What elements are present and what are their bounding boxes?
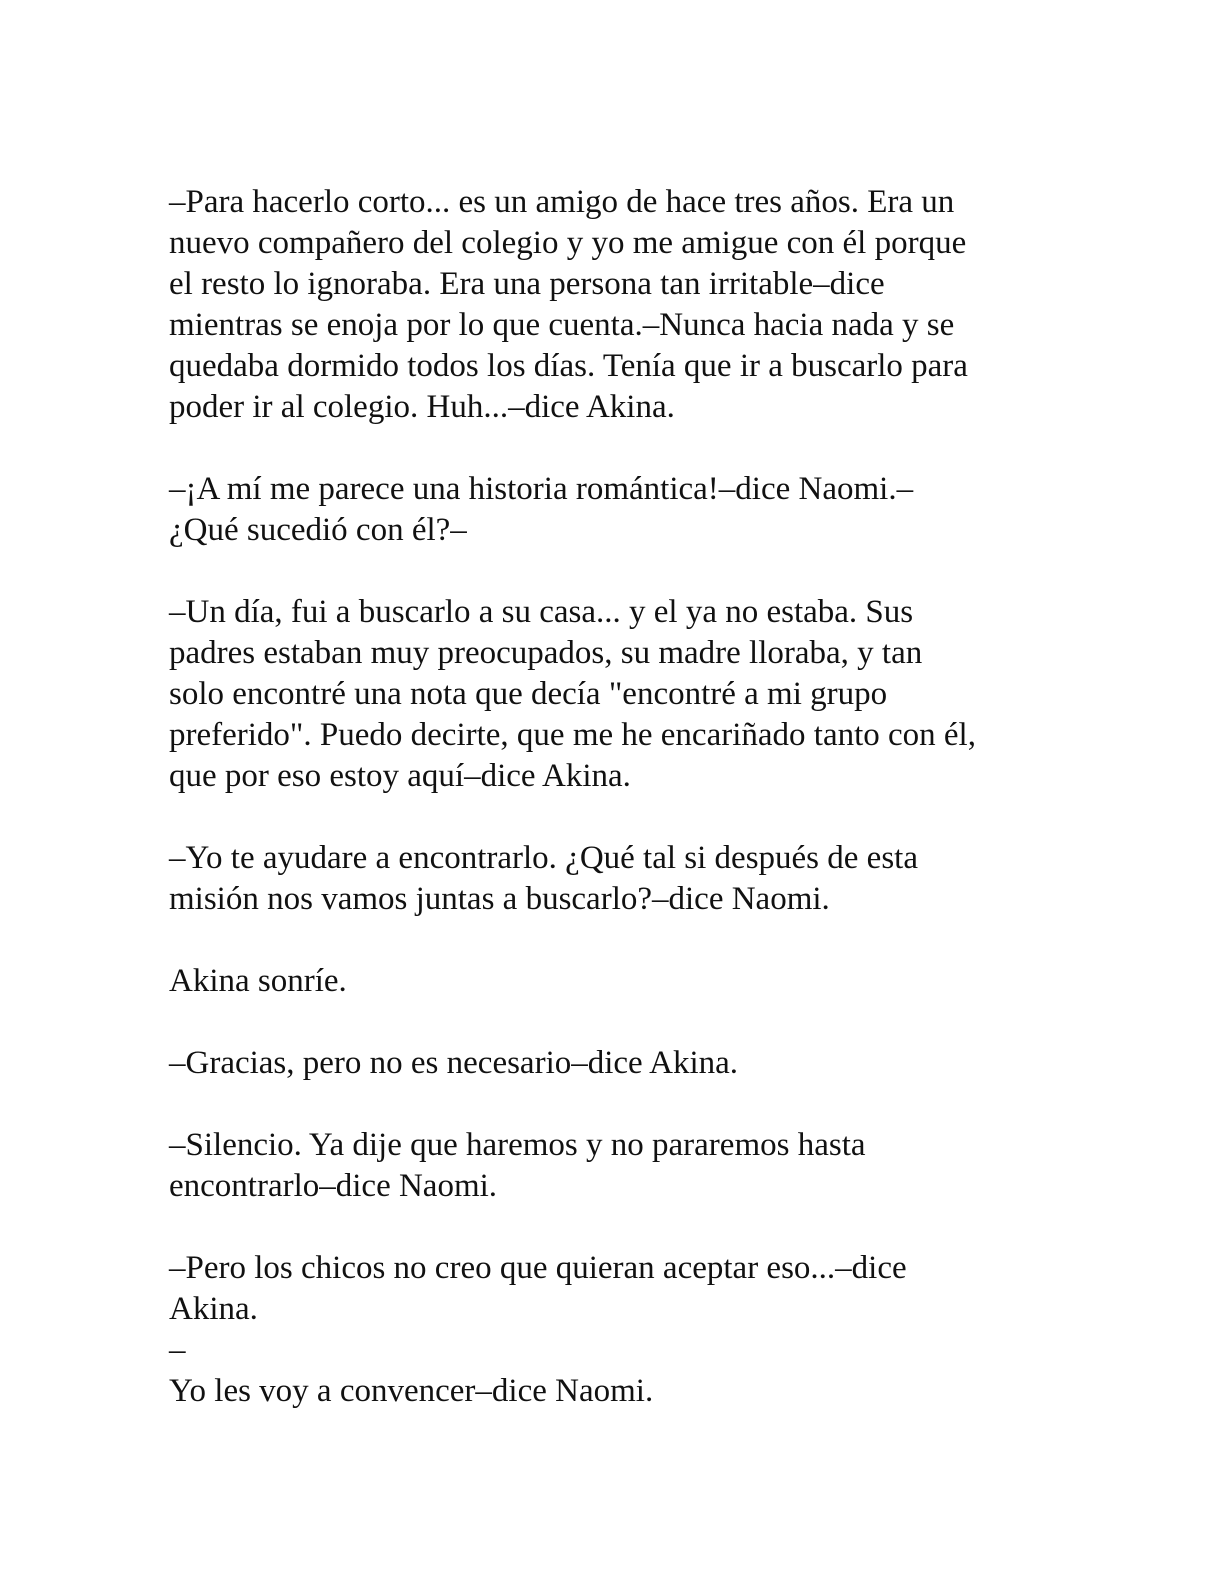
text-line: –Gracias, pero no es necesario–dice Akina. — [169, 1045, 739, 1081]
text-line: ¿Qué sucedió con él?– — [169, 512, 467, 548]
text-line: –Yo te ayudare a encontrarlo. ¿Qué tal si después de esta — [169, 840, 918, 876]
text-line: –Para hacerlo corto... es un amigo de hace tres años. Era un — [169, 184, 955, 220]
paragraph-1 — [169, 182, 1059, 428]
paragraph-6 — [169, 1043, 1059, 1084]
text-line: encontrarlo–dice Naomi. — [169, 1168, 498, 1204]
text-line: misión nos vamos juntas a buscarlo?–dice Naomi. — [169, 881, 830, 917]
text-line: Akina. — [169, 1291, 258, 1327]
text-line: Akina sonríe. — [169, 963, 347, 999]
story-text — [169, 182, 1059, 1412]
text-line: poder ir al colegio. Huh...–dice Akina. — [169, 389, 675, 425]
paragraph-7 — [169, 1125, 1059, 1207]
text-line: el resto lo ignoraba. Era una persona tan irritable–dice — [169, 266, 885, 302]
text-line: –Silencio. Ya dije que haremos y no pararemos hasta — [169, 1127, 866, 1163]
paragraph-8 — [169, 1248, 1059, 1412]
paragraph-2 — [169, 469, 1059, 551]
text-line: mientras se enoja por lo que cuenta.–Nunca hacia nada y se — [169, 307, 955, 343]
paragraph-4 — [169, 838, 1059, 920]
text-line: preferido". Puedo decirte, que me he encariñado tanto con él, — [169, 717, 976, 753]
text-line: padres estaban muy preocupados, su madre lloraba, y tan — [169, 635, 923, 671]
text-line: solo encontré una nota que decía "encontré a mi grupo — [169, 676, 888, 712]
text-line: –Un día, fui a buscarlo a su casa... y el ya no estaba. Sus — [169, 594, 914, 630]
text-line: –Pero los chicos no creo que quieran aceptar eso...–dice — [169, 1250, 907, 1286]
text-line: Yo les voy a convencer–dice Naomi. — [169, 1373, 654, 1409]
text-line: – — [169, 1332, 186, 1368]
paragraph-5 — [169, 961, 1059, 1002]
text-line: –¡A mí me parece una historia romántica!–dice Naomi.– — [169, 471, 914, 507]
text-line: nuevo compañero del colegio y yo me amigue con él porque — [169, 225, 967, 261]
text-line: quedaba dormido todos los días. Tenía que ir a buscarlo para — [169, 348, 968, 384]
text-line: que por eso estoy aquí–dice Akina. — [169, 758, 631, 794]
paragraph-3 — [169, 592, 1059, 797]
